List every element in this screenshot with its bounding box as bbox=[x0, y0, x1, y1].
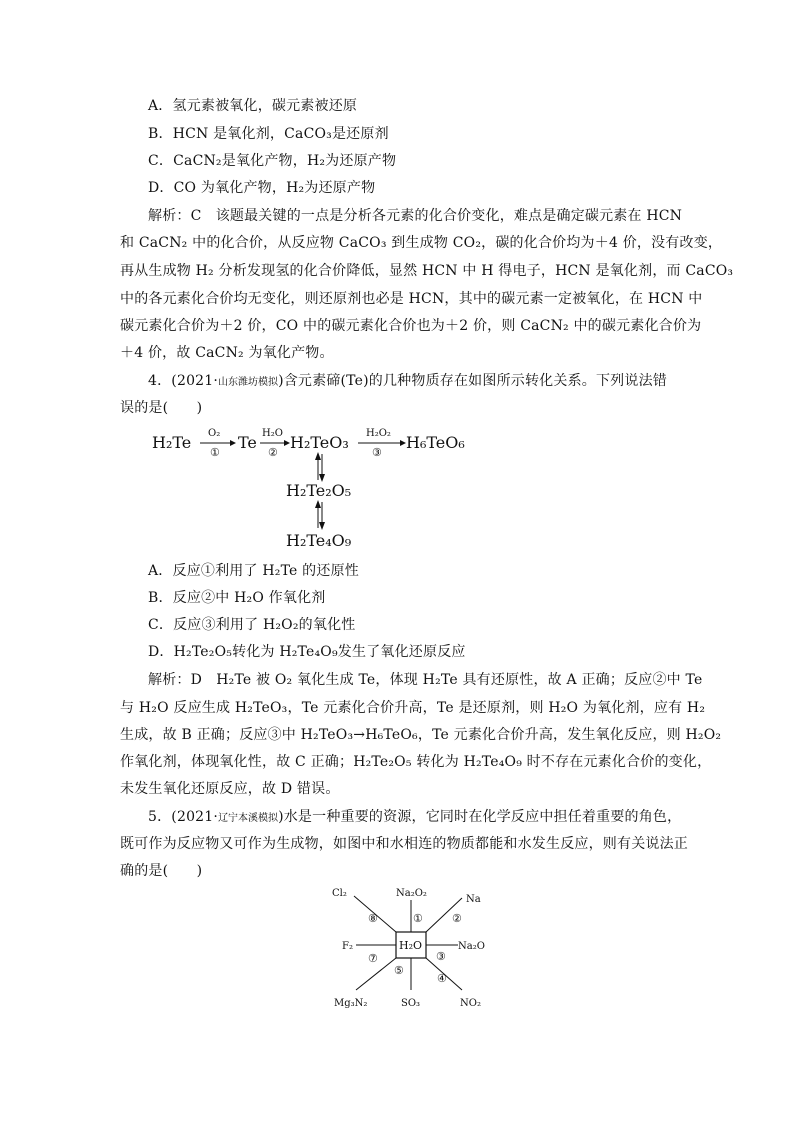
q3-option-c: C．CaCN₂是氧化产物，H₂为还原产物 bbox=[148, 153, 397, 169]
q3-option-b: B．HCN 是氧化剂，CaCO₃是还原剂 bbox=[148, 126, 389, 142]
q4-analysis-line: 生成，故 B 正确；反应③中 H₂TeO₃→H₆TeO₆，Te 元素化合价升高，发生氧化反应，则 H₂O₂ bbox=[120, 727, 722, 743]
q4-option-c: C．反应③利用了 H₂O₂的氧化性 bbox=[148, 617, 356, 633]
q3-option-a: A．氢元素被氧化，碳元素被还原 bbox=[148, 98, 358, 114]
q4-analysis-line: 解析：D H₂Te 被 O₂ 氧化生成 Te，体现 H₂Te 具有还原性，故 A 正确；反应②中 Te bbox=[148, 672, 703, 688]
f2-label: F₂ bbox=[342, 941, 353, 952]
q3-analysis-line: 再从生成物 H₂ 分析发现氢的化合价降低，显然 HCN 中 H 得电子，HCN 是氧化剂，而 CaCO₃ bbox=[120, 263, 734, 279]
q4-source: 山东潍坊模拟 bbox=[218, 377, 279, 388]
h2te-label: H₂Te bbox=[152, 433, 192, 452]
num-4: ④ bbox=[437, 972, 447, 985]
q3-analysis-line: 解析：C 该题最关键的一点是分析各元素的化合价变化，难点是确定碳元素在 HCN bbox=[148, 208, 683, 224]
q3-analysis-line: 碳元素化合价为＋2 价，CO 中的碳元素化合价也为＋2 价，则 CaCN₂ 中的碳元素化合价为 bbox=[120, 318, 702, 334]
arrow-3-reagent: H₂O₂ bbox=[366, 428, 391, 439]
h2o-center-label: H₂O bbox=[399, 939, 423, 952]
q4-analysis-line: 未发生氧化还原反应，故 D 错误。 bbox=[120, 781, 340, 797]
q4-stem-line2: 误的是( ) bbox=[120, 400, 203, 416]
q3-analysis-line: 中的各元素化合价均无变化，则还原剂也必是 HCN，其中的碳元素一定被氧化，在 HCN 中 bbox=[120, 291, 703, 307]
na2o2-label: Na₂O₂ bbox=[396, 888, 427, 899]
h6teo6-label: H₆TeO₆ bbox=[406, 433, 465, 452]
q4-stem-line1 bbox=[148, 371, 667, 393]
h2te2o5-label: H₂Te₂O₅ bbox=[286, 481, 352, 500]
num-1: ① bbox=[413, 912, 423, 925]
no2-label: NO₂ bbox=[460, 998, 481, 1009]
tellurium-transformation-diagram bbox=[150, 420, 480, 555]
num-8: ⑧ bbox=[368, 912, 378, 925]
na-label: Na bbox=[466, 894, 481, 905]
q4-number: 4．(2021· bbox=[148, 373, 219, 389]
arrow-1-number: ① bbox=[210, 446, 220, 459]
num-2: ② bbox=[452, 912, 462, 925]
q4-analysis-line: 作氧化剂，体现氧化性，故 C 正确；H₂Te₂O₅ 转化为 H₂Te₄O₉ 时不存在元素化合价的变化， bbox=[120, 754, 712, 770]
so3-label: SO₃ bbox=[401, 998, 421, 1009]
q3-option-d: D．CO 为氧化产物，H₂为还原产物 bbox=[148, 180, 376, 196]
q4-option-b: B．反应②中 H₂O 作氧化剂 bbox=[148, 590, 326, 606]
water-reaction-diagram bbox=[326, 882, 496, 1012]
arrow-2-number: ② bbox=[268, 446, 278, 459]
equilibrium-1-up-head bbox=[315, 452, 321, 460]
q3-analysis-line: 和 CaCN₂ 中的化合价，从反应物 CaCO₃ 到生成物 CO₂，碳的化合价均为＋4 价，没有改变， bbox=[120, 235, 723, 251]
q5-stem-line1 bbox=[148, 807, 681, 829]
q4-stem-text: )含元素碲(Te)的几种物质存在如图所示转化关系。下列说法错 bbox=[278, 373, 667, 389]
cl2-label: Cl₂ bbox=[332, 888, 347, 899]
arrow-1-reagent: O₂ bbox=[208, 428, 221, 439]
arrow-2-reagent: H₂O bbox=[262, 428, 283, 439]
q5-stem-text: )水是一种重要的资源，它同时在化学反应中担任着重要的角色， bbox=[278, 809, 682, 825]
equilibrium-2-up-head bbox=[315, 500, 321, 508]
equilibrium-2-down-head bbox=[319, 522, 325, 530]
q5-number: 5．(2021· bbox=[148, 809, 219, 825]
arrow-3-number: ③ bbox=[372, 446, 382, 459]
num-5: ⑤ bbox=[394, 964, 404, 977]
q5-stem-line2: 既可作为反应物又可作为生成物，如图中和水相连的物质都能和水发生反应，则有关说法正 bbox=[120, 836, 688, 852]
mg3n2-label: Mg₃N₂ bbox=[334, 998, 368, 1009]
arrow-1-head bbox=[230, 440, 236, 446]
num-3: ③ bbox=[436, 950, 446, 963]
num-7: ⑦ bbox=[368, 952, 378, 965]
q4-option-a: A．反应①利用了 H₂Te 的还原性 bbox=[148, 563, 359, 579]
q4-analysis-line: 与 H₂O 反应生成 H₂TeO₃，Te 元素化合价升高，Te 是还原剂，则 H₂O 为氧化剂，应有 H₂ bbox=[120, 700, 706, 716]
q4-option-d: D．H₂Te₂O₅转化为 H₂Te₄O₉发生了氧化还原反应 bbox=[148, 644, 466, 660]
te-label: Te bbox=[238, 433, 257, 452]
q5-source: 辽宁本溪模拟 bbox=[218, 813, 279, 824]
q5-stem-line3: 确的是( ) bbox=[120, 863, 203, 879]
h2teo3-label: H₂TeO₃ bbox=[290, 433, 349, 452]
na2o-label: Na₂O bbox=[458, 941, 485, 952]
h2te4o9-label: H₂Te₄O₉ bbox=[286, 531, 352, 550]
q3-analysis-line: ＋4 价，故 CaCN₂ 为氧化产物。 bbox=[120, 345, 334, 361]
